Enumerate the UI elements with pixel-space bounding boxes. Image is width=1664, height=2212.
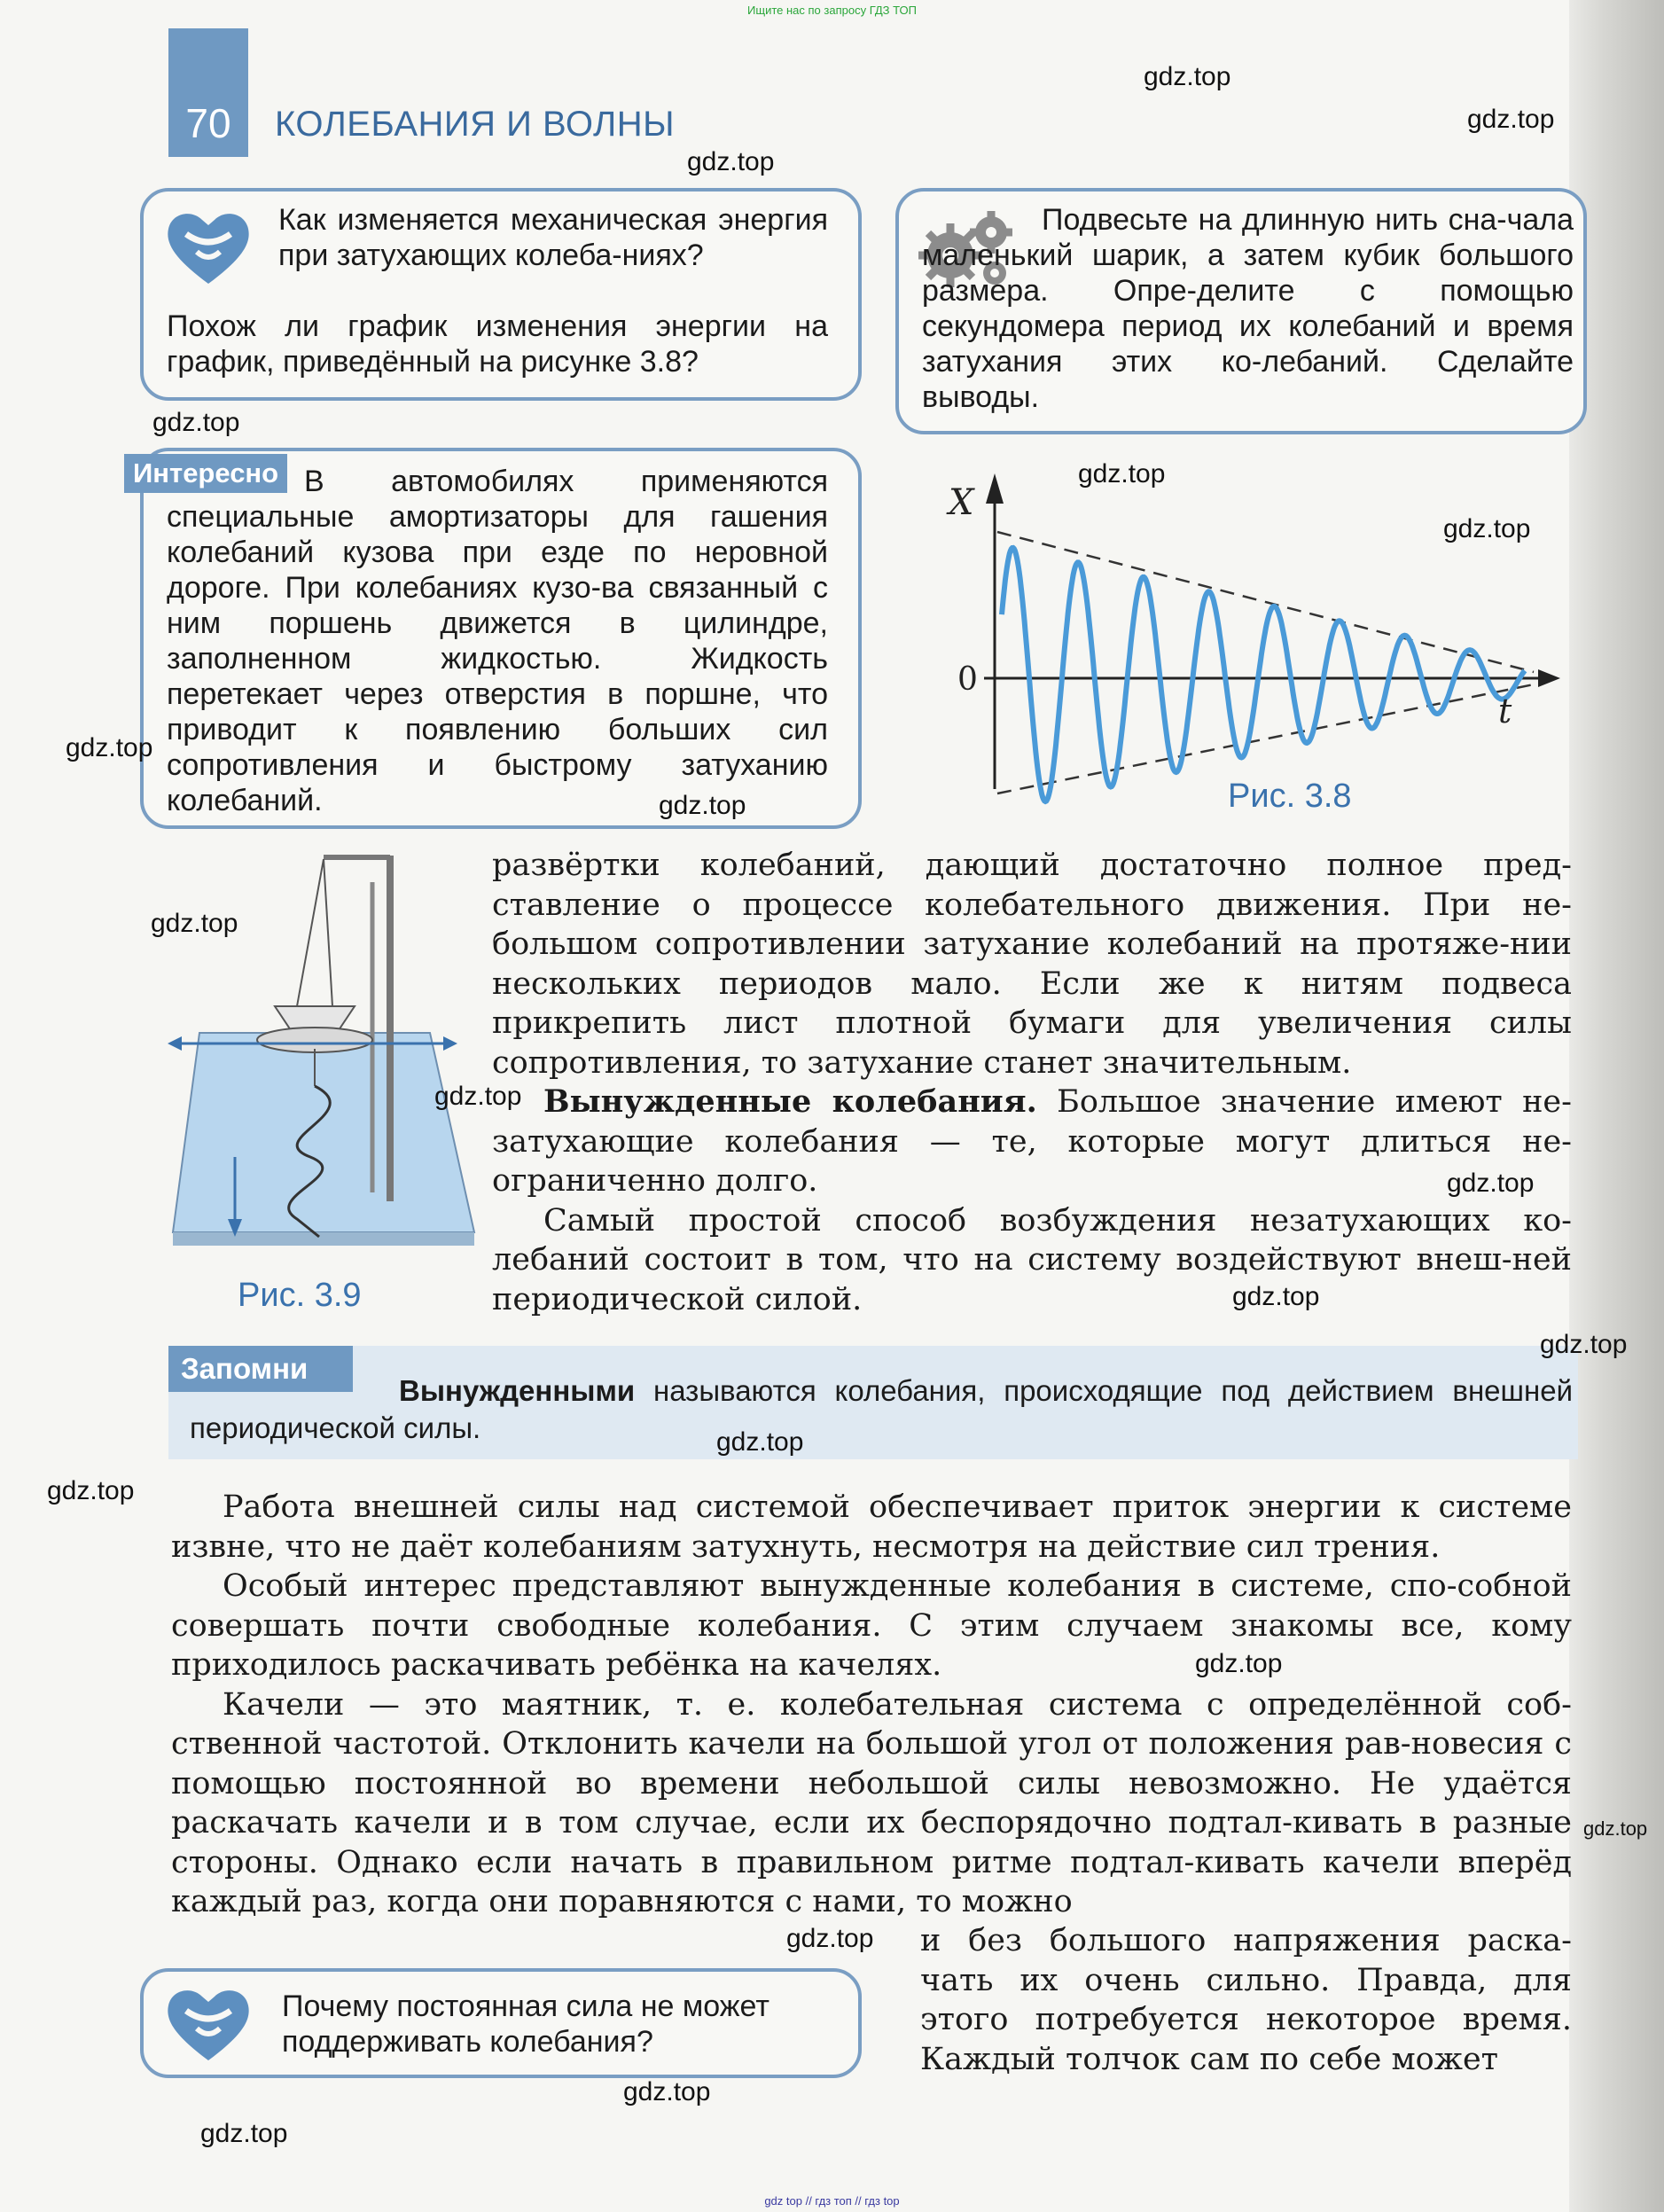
paragraph-special-interest: Особый интерес представляют вынужденные колебания в системе, спо-собной совершать почти свободные колебания. С этим случаем знакомы все, кому приходилось раскачивать ребёнка на качелях. <box>171 1568 1572 1683</box>
origin-label: 0 <box>957 661 978 698</box>
remember-rest: называются колебания, происходящие под действием внешней периодической силы. <box>190 1374 1573 1444</box>
watermark: gdz.top <box>1447 1169 1535 1198</box>
watermark: gdz.top <box>1467 105 1555 134</box>
paper-sheet <box>173 1033 474 1232</box>
forced-heading: Вынужденные колебания. <box>543 1083 1037 1120</box>
figure-3-8-caption: Рис. 3.8 <box>1228 778 1352 815</box>
body-text-part-2 <box>171 1488 1572 1922</box>
paragraph-forced-intro <box>492 1083 1572 1201</box>
watermark: gdz.top <box>1078 459 1166 489</box>
question-1-line2: Похож ли график изменения энергии на график, приведённый на рисунке 3.8? <box>167 309 828 379</box>
remember-definition <box>190 1372 1573 1447</box>
upper-envelope <box>997 532 1534 672</box>
paragraph-simple-method: Самый простой способ возбуждения незатухающих ко-лебаний состоит в том, что на систему воздействуют внеш-ней периодической силой. <box>492 1202 1572 1317</box>
question-2-text: Почему постоянная сила не может поддерживать колебания? <box>282 1989 770 2059</box>
y-axis-arrow <box>986 473 1004 504</box>
remember-badge: Запомни <box>168 1346 353 1392</box>
heart-question-icon <box>160 199 257 296</box>
watermark: gdz.top <box>1144 62 1231 91</box>
watermark: gdz.top <box>152 408 240 437</box>
remember-bold: Вынужденными <box>399 1374 636 1407</box>
x-axis-arrow <box>1538 669 1560 687</box>
watermark: gdz.top <box>687 147 775 176</box>
y-axis-label: X <box>949 482 974 523</box>
interesting-text: В автомобилях применяются специальные амортизаторы для гашения колебаний кузова при езде по неровной дороге. При колебаниях кузо-ва связанный с ним поршень движется в цилиндре, заполненном жидкостью. Жидкость перетекает через отверстия в поршне, что приводит к появлению больших сил сопротивления и быстрому затуханию колебаний. <box>167 465 828 817</box>
watermark: gdz.top <box>434 1082 522 1111</box>
question-1-line1: Как изменяется механическая энергия при затухающих колеба-ниях? <box>278 203 828 272</box>
heart-question-icon-2 <box>160 1975 257 2073</box>
figure-3-9-caption: Рис. 3.9 <box>238 1277 362 1314</box>
interesting-badge: Интересно <box>124 454 287 493</box>
watermark: gdz.top <box>1540 1330 1628 1359</box>
watermark: gdz.top <box>1583 1817 1648 1840</box>
page-number: 70 <box>185 100 231 146</box>
watermark: gdz.top <box>659 791 746 820</box>
watermark: gdz.top <box>200 2119 288 2148</box>
chapter-title: КОЛЕБАНИЯ И ВОЛНЫ <box>275 105 676 144</box>
paragraph-swing-continued: и без большого напряжения раска-чать их очень сильно. Правда, для этого потребуется некоторое время. Каждый толчок сам по себе может <box>920 1923 1572 2077</box>
watermark: gdz.top <box>786 1924 874 1953</box>
bottom-note: gdz top // гдз топ // гдз top <box>764 2194 900 2208</box>
paragraph-work-energy: Работа внешней силы над системой обеспечивает приток энергии к системе извне, что не даёт колебаниям затухнуть, несмотря на действие сил трения. <box>171 1489 1572 1565</box>
watermark: gdz.top <box>623 2077 711 2106</box>
x-axis-label: t <box>1498 692 1512 731</box>
watermark: gdz.top <box>1195 1649 1283 1678</box>
watermark: gdz.top <box>47 1476 135 1505</box>
watermark: gdz.top <box>151 909 238 938</box>
paragraph-sweep: развёртки колебаний, дающий достаточно полное пред-ставление о процессе колебательного движения. При не-большом сопротивлении затухание колебаний на протяже-нии нескольких периодов мало. Если же к нитям подвеса прикрепить лист плотной бумаги для увеличения силы сопротивления, то затухание станет значительным. <box>492 848 1572 1081</box>
watermark: gdz.top <box>1443 514 1531 543</box>
watermark: gdz.top <box>1232 1282 1320 1311</box>
watermark: gdz.top <box>66 733 153 762</box>
figure-3-9-pendulum-apparatus <box>164 847 483 1255</box>
body-text-part-1 <box>492 846 1572 1319</box>
paragraph-swing: Качели — это маятник, т. е. колебательная система с определённой соб-ственной частотой. Отклонить качели на большой угол от положения рав-новесия с помощью постоянной во времени небольшой силы невозможно. Не удаётся раскачать качели и в том случае, если их беспорядочно подтал-кивать в разные стороны. Однако если начать в правильном ритме подтал-кивать качели вперёд каждый раз, когда они поравняются с нами, то можно <box>171 1686 1572 1919</box>
watermark: gdz.top <box>716 1427 804 1457</box>
oscillation-curve <box>1002 548 1525 801</box>
experiment-text: Подвесьте на длинную нить сна-чала маленький шарик, а затем кубик большого размера. Опре-делите с помощью секундомера период их колебаний и время затухания этих ко-лебаний. Сделайте выводы. <box>922 203 1574 414</box>
top-note: Ищите нас по запросу ГДЗ ТОП <box>747 4 917 17</box>
forced-intro-text: Большое значение имеют не-затухающие колебания — те, которые могут длиться не-ограниченно долго. <box>492 1084 1572 1199</box>
